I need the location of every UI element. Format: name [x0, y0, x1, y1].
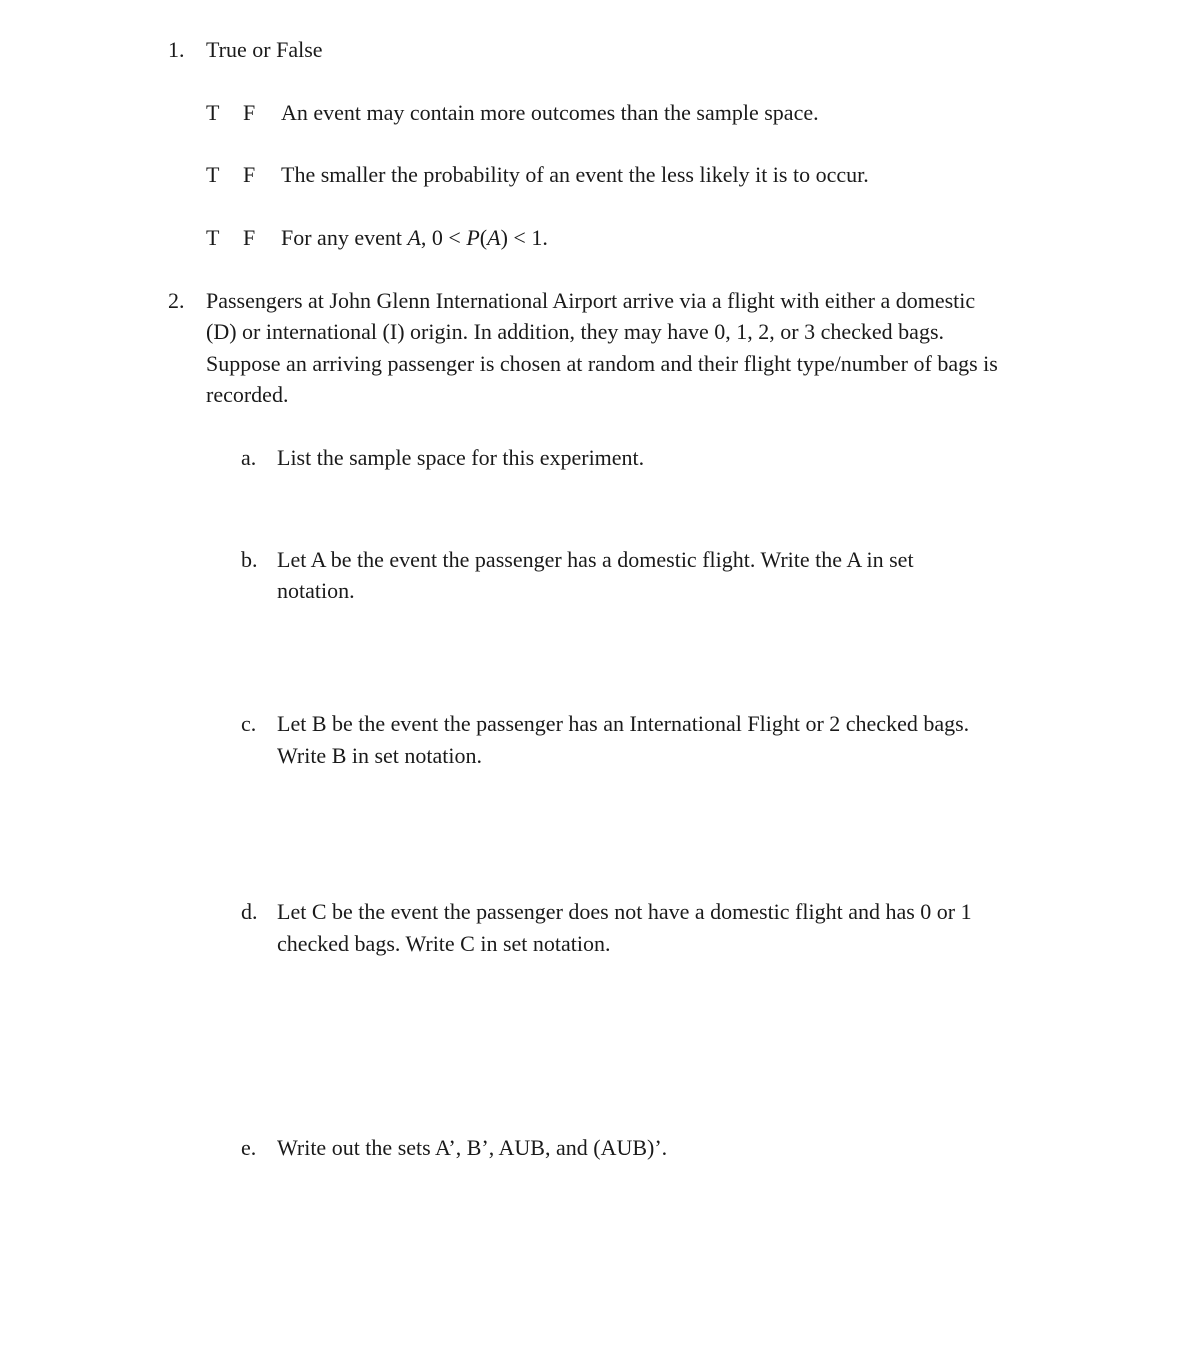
true-option[interactable]: T: [206, 225, 220, 250]
false-option[interactable]: F: [243, 162, 256, 187]
question-2-line-3: Suppose an arriving passenger is chosen at random and their flight type/number of bags is: [206, 351, 998, 376]
part-text-line-2: Write B in set notation.: [277, 743, 483, 768]
statement-prefix: For any event: [281, 225, 408, 250]
math-var-a-2: A: [487, 225, 501, 250]
math-end: < 1.: [507, 225, 548, 250]
part-letter: b.: [241, 547, 258, 572]
question-1-title: True or False: [206, 37, 323, 62]
part-text-line-1: List the sample space for this experiment.: [277, 445, 645, 470]
math-p: P: [466, 225, 480, 250]
question-1-number: 1.: [168, 37, 185, 62]
statement-text: [281, 222, 548, 253]
question-2-line-2: (D) or international (I) origin. In addition, they may have 0, 1, 2, or 3 checked bags.: [206, 319, 944, 344]
false-option[interactable]: F: [243, 225, 256, 250]
part-text-line-1: Let B be the event the passenger has an International Flight or 2 checked bags.: [277, 711, 970, 736]
math-var-a: A: [407, 225, 421, 250]
part-text-line-1: Let C be the event the passenger does not have a domestic flight and has 0 or 1: [277, 899, 972, 924]
part-letter: d.: [241, 899, 258, 924]
part-text-line-2: checked bags. Write C in set notation.: [277, 931, 611, 956]
part-text-line-1: Write out the sets A’, B’, AUB, and (AUB)’.: [277, 1135, 668, 1160]
statement-text: An event may contain more outcomes than the sample space.: [281, 100, 819, 125]
math-paren-close: ): [500, 225, 508, 250]
true-option[interactable]: T: [206, 100, 220, 125]
part-text-line-2: notation.: [277, 578, 355, 603]
true-option[interactable]: T: [206, 162, 220, 187]
question-2-number: 2.: [168, 288, 185, 313]
math-paren-open: (: [479, 225, 488, 250]
part-text-line-1: Let A be the event the passenger has a domestic flight. Write the A in set: [277, 547, 914, 572]
question-2-line-1: Passengers at John Glenn International Airport arrive via a flight with either a domestic: [206, 288, 976, 313]
part-letter: a.: [241, 445, 257, 470]
statement-text: The smaller the probability of an event the less likely it is to occur.: [281, 162, 869, 187]
false-option[interactable]: F: [243, 100, 256, 125]
question-2-line-4: recorded.: [206, 382, 289, 407]
part-letter: e.: [241, 1135, 257, 1160]
math-mid: , 0 <: [420, 225, 467, 250]
part-letter: c.: [241, 711, 257, 736]
